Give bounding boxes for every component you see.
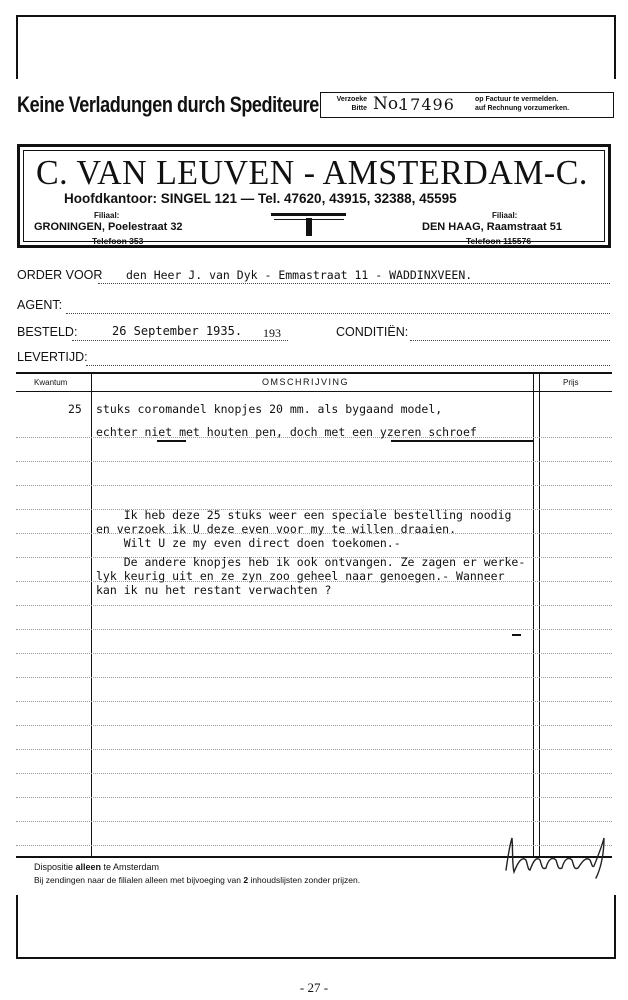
ruled-line	[16, 628, 612, 630]
branch-left-label: Filiaal:	[94, 211, 120, 220]
page-frame-bottom	[16, 895, 616, 959]
handwritten-signature	[500, 826, 612, 884]
conditions-line	[410, 339, 610, 341]
page-number: - 27 -	[299, 980, 329, 995]
branch-right-address: DEN HAAG, Raamstraat 51	[422, 221, 562, 233]
note-line-1: Ik heb deze 25 stuks weer een speciale bestelling noodig	[96, 508, 512, 522]
ordered-line	[72, 339, 288, 341]
ruled-line	[16, 820, 612, 822]
underline-niet	[157, 440, 186, 442]
letterhead	[17, 144, 611, 248]
delivery-label: LEVERTIJD:	[17, 350, 88, 364]
note-line-2: en verzoek ik U deze even voor my te willen draaien.	[96, 522, 457, 536]
ordered-value: 26 September 1935.	[112, 324, 243, 338]
number-label: No.	[373, 94, 404, 114]
underline-yzeren-schroef	[391, 440, 533, 442]
order-for-line	[98, 282, 610, 284]
item-line-1: stuks coromandel knopjes 20 mm. als bygaand model,	[96, 402, 443, 416]
agent-line	[66, 312, 610, 314]
table-col-divider-2	[533, 373, 534, 857]
headline: Keine Verladungen durch Spediteure	[17, 92, 319, 117]
row-quantity: 25	[68, 402, 82, 416]
order-for-label: ORDER VOOR	[17, 268, 103, 282]
table-header-rule	[16, 391, 612, 392]
ruled-line	[16, 604, 612, 606]
ruled-line	[16, 796, 612, 798]
footer-branch-note: Bij zendingen naar de filialen alleen met bijvoeging van 2 inhoudslijsten zonder prijzen.	[34, 875, 361, 885]
logo-bar	[271, 213, 346, 216]
col-quantity-header: Kwantum	[34, 378, 68, 387]
item-line-2: echter niet met houten pen, doch met een yzeren schroef	[96, 425, 477, 439]
note-line-4: De andere knopjes heb ik ook ontvangen. Ze zagen er werke-	[96, 555, 526, 569]
delivery-line	[86, 364, 610, 366]
ruled-line	[16, 772, 612, 774]
conditions-label: CONDITIËN:	[336, 325, 409, 339]
page-frame-top	[16, 15, 616, 79]
note-line-5: lyk keurig uit en ze zyn zoo geheel naar genoegen.- Wanneer	[96, 569, 505, 583]
ruled-line	[16, 748, 612, 750]
ruled-line	[16, 652, 612, 654]
ordered-label: BESTELD:	[17, 325, 78, 339]
ruled-line	[16, 676, 612, 678]
ruled-line	[16, 460, 612, 462]
footer-disposition: Dispositie alleen te Amsterdam	[34, 862, 160, 872]
table-col-divider-1	[91, 373, 92, 857]
company-name: C. VAN LEUVEN - AMSTERDAM-C.	[36, 153, 588, 192]
ruled-line	[16, 484, 612, 486]
col-description-header: OMSCHRIJVING	[262, 377, 350, 387]
number-box-left-text: Verzoeke Bitte	[336, 96, 367, 112]
branch-left-address: GRONINGEN, Poelestraat 32	[34, 221, 183, 233]
number-box-right-text: op Factuur te vermelden. auf Rechnung vorzumerken.	[475, 96, 570, 112]
order-number: 17496	[399, 95, 455, 114]
invoice-number-box	[320, 92, 614, 118]
agent-label: AGENT:	[17, 298, 63, 312]
branch-right-phone: Telefoon 115576	[466, 236, 532, 246]
logo-stem	[306, 218, 312, 236]
order-for-value: den Heer J. van Dyk - Emmastraat 11 - WADDINXVEEN.	[126, 268, 473, 282]
note-line-3: Wilt U ze my even direct doen toekomen.-	[96, 536, 401, 550]
dash-mark	[512, 634, 521, 636]
ruled-line	[16, 724, 612, 726]
table-top-rule	[16, 372, 612, 374]
col-price-header: Prijs	[563, 378, 579, 387]
branch-right-label: Filiaal:	[492, 211, 518, 220]
head-office: Hoofdkantoor: SINGEL 121 — Tel. 47620, 43915, 32388, 45595	[64, 191, 457, 206]
table-col-divider-3	[539, 373, 540, 857]
branch-left-phone: Telefoon 353	[92, 236, 144, 246]
ordered-year-prefix: 193	[263, 326, 281, 340]
note-line-6: kan ik nu het restant verwachten ?	[96, 583, 332, 597]
ruled-line	[16, 700, 612, 702]
